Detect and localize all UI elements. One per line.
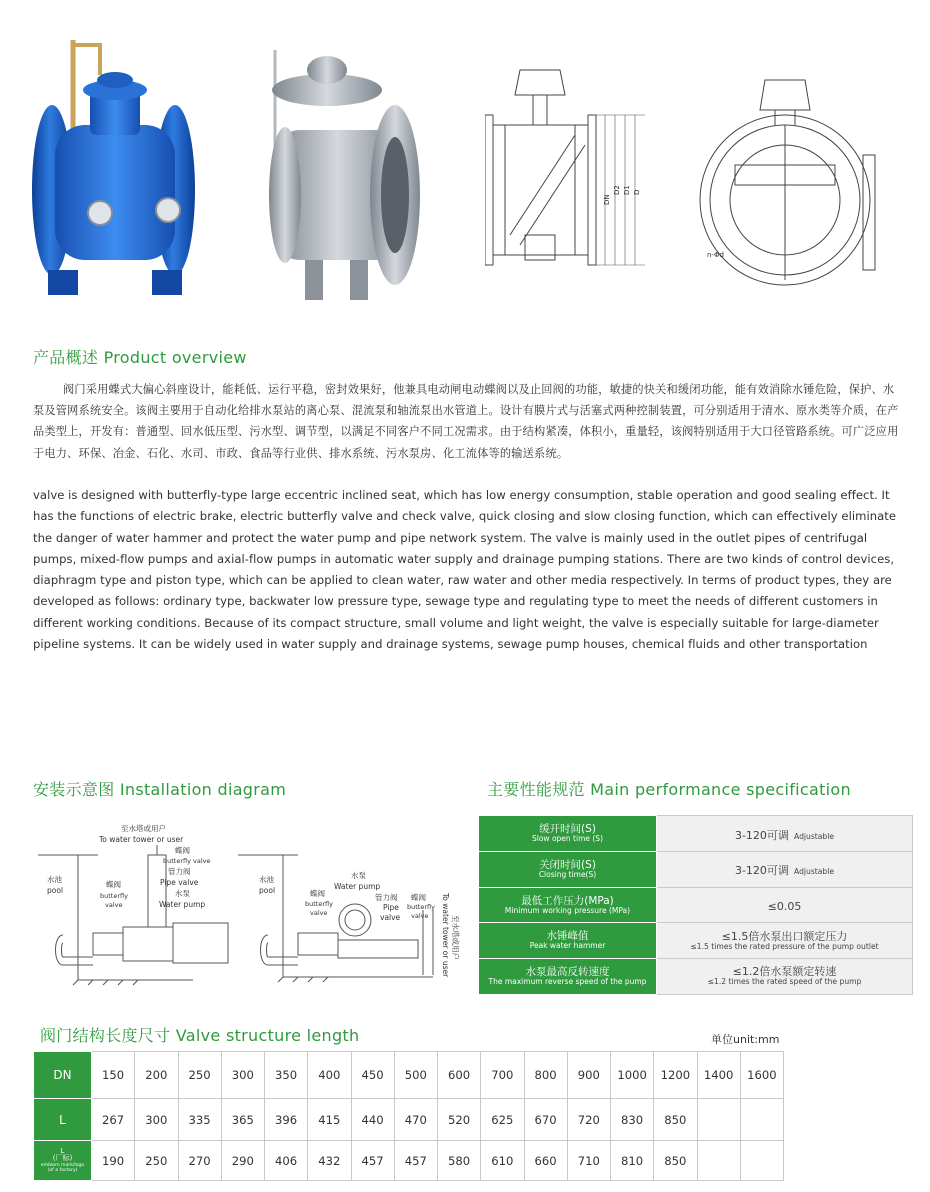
grey-valve-photo bbox=[255, 45, 425, 305]
table-cell-l: 520 bbox=[438, 1099, 481, 1141]
spec-value-en: Adjustable bbox=[794, 831, 835, 841]
spec-value-cn: 3-120可调 bbox=[734, 864, 789, 878]
table-cell-l: 470 bbox=[394, 1099, 437, 1141]
table-cell-l2: 457 bbox=[351, 1141, 394, 1181]
table-cell-l: 850 bbox=[654, 1099, 697, 1141]
table-cell-dn: 200 bbox=[135, 1052, 178, 1099]
overview-text-en: valve is designed with butterfly-type large eccentric inclined seat, which has low energy consumption, stable operation and good sealing effect. It has the functions of electric brake, electric butterfly valve and check valve, quick closing and slow closing function, which can effectively eliminate the danger of water hammer and protect the water pump and pipe network system. The valve is mainly used in the outlet pipes of centrifugal pumps, mixed-flow pumps and axial-flow pumps in automatic water supply and drainage pumping stations. There are two kinds of control devices, diaphragm type and piston type, which can be applied to clean water, raw water and other media respectively. In terms of product types, they are developed as follows: ordinary type, backwater low pressure type, sewage type and regulating type to meet the needs of different customers in different working conditions. Because of its compact structure, small volume and light weight, the valve is especially suitable for large-diameter pipeline systems. It can be widely used in water supply and drainage systems, sewage pump houses, chemical fluids and other transportation bbox=[33, 488, 897, 652]
table-row bbox=[479, 959, 913, 995]
table-cell-l2: 710 bbox=[567, 1141, 610, 1181]
spec-label-cn: 缓开时间(S) bbox=[539, 822, 596, 835]
table-cell-dn: 700 bbox=[481, 1052, 524, 1099]
dn-label: DN bbox=[603, 194, 611, 205]
table-cell-l: 365 bbox=[221, 1099, 264, 1141]
performance-table bbox=[478, 815, 913, 995]
blue-valve-photo bbox=[30, 35, 200, 305]
table-cell-l: 720 bbox=[567, 1099, 610, 1141]
spec-label bbox=[479, 959, 657, 995]
spec-label-en: Minimum working pressure (MPa) bbox=[504, 905, 631, 915]
table-cell-l: 625 bbox=[481, 1099, 524, 1141]
spec-value-en: ≤1.5 times the rated pressure of the pump outlet bbox=[690, 941, 879, 951]
performance-title: 主要性能规范 Main performance specification bbox=[487, 780, 851, 799]
table-cell-l: 415 bbox=[308, 1099, 351, 1141]
front-drawing bbox=[695, 65, 890, 290]
table-cell-l2: 810 bbox=[611, 1141, 654, 1181]
left-pump-cn: 水泵 bbox=[175, 889, 190, 898]
left-bfv-en: butterfly valve bbox=[163, 857, 211, 865]
installation-title: 安装示意图 Installation diagram bbox=[33, 780, 287, 799]
table-cell-dn: 1200 bbox=[654, 1052, 697, 1099]
table-cell-l2: 610 bbox=[481, 1141, 524, 1181]
overview-text-cn: 阀门采用蝶式大偏心斜座设计，能耗低、运行平稳，密封效果好，他兼具电动闸电动蝶阀以及止回阀的功能，敏捷的快关和缓闭功能，能有效消除水锤危险，保护、水泵及管网系统安全。该阀主要用于自动化给排水泵站的离心泵、混流泵和轴流泵出水管道上。设计有膜片式与活塞式两种控制装置，可分别适用于清水、原水类等介质，在产品类型上，开发有：普通型、回水低压型、污水型、调节型，以满足不同客户不同工况需求。由于结构紧凑，体积小，重量轻，该阀特别适用于大口径管路系统。可广泛应用于电力、环保、冶金、石化、水司、市政、食品等行业供、排水系统、污水泵房、化工流体等的输送系统。 bbox=[33, 383, 899, 460]
d-label: D bbox=[633, 189, 641, 195]
table-cell-l2 bbox=[697, 1141, 740, 1181]
spec-value-cn: ≤1.5倍水泵出口额定压力 bbox=[721, 929, 848, 943]
table-cell-l: 440 bbox=[351, 1099, 394, 1141]
table-cell-l: 300 bbox=[135, 1099, 178, 1141]
left-pipe-valve-cn: 管力阀 bbox=[168, 867, 191, 876]
table-row bbox=[34, 1052, 784, 1099]
left-bfv-cn: 蝶阀 bbox=[175, 846, 190, 855]
installation-diagram bbox=[33, 815, 463, 995]
left-pipe-valve-en: Pipe valve bbox=[160, 878, 199, 887]
table-cell-l: 396 bbox=[265, 1099, 308, 1141]
right-pump-cn: 水泵 bbox=[351, 871, 366, 880]
spec-value-cn: ≤0.05 bbox=[767, 900, 802, 914]
spec-label-cn: 水泵最高反转速度 bbox=[525, 966, 610, 979]
left-pump-en: Water pump bbox=[159, 900, 206, 909]
left-side-bfv-cn: 蝶阀 bbox=[106, 880, 121, 889]
table-cell-l bbox=[740, 1099, 783, 1141]
left-side-bfv-en2: valve bbox=[105, 901, 123, 909]
table-cell-dn: 600 bbox=[438, 1052, 481, 1099]
spec-value-en: ≤1.2 times the rated speed of the pump bbox=[707, 977, 862, 987]
table-row bbox=[479, 851, 913, 887]
table-cell-dn: 1600 bbox=[740, 1052, 783, 1099]
right-bfv-en2: valve bbox=[310, 909, 328, 917]
table-row bbox=[479, 887, 913, 923]
table-cell-dn: 800 bbox=[524, 1052, 567, 1099]
right-bfv2-en2: valve bbox=[411, 912, 429, 920]
table-cell-dn: 150 bbox=[92, 1052, 135, 1099]
table-cell-l2: 580 bbox=[438, 1141, 481, 1181]
length-table bbox=[33, 1051, 784, 1181]
right-pool-cn: 水池 bbox=[259, 875, 274, 884]
right-bfv-en1: butterfly bbox=[305, 900, 333, 908]
spec-value-cn: ≤1.2倍水泵额定转速 bbox=[732, 965, 837, 979]
d1-label: D1 bbox=[623, 185, 631, 195]
table-cell-l: 670 bbox=[524, 1099, 567, 1141]
table-cell-dn: 900 bbox=[567, 1052, 610, 1099]
d2-label: D2 bbox=[613, 185, 621, 195]
right-pool-en: pool bbox=[259, 886, 276, 895]
spec-label bbox=[479, 851, 657, 887]
table-cell-dn: 500 bbox=[394, 1052, 437, 1099]
left-side-bfv-en1: butterfly bbox=[100, 892, 128, 900]
unit-label: 单位unit:mm bbox=[711, 1033, 780, 1046]
section-drawing bbox=[485, 55, 645, 290]
left-pool-en: pool bbox=[47, 886, 64, 895]
table-cell-dn: 400 bbox=[308, 1052, 351, 1099]
table-cell-l: 267 bbox=[92, 1099, 135, 1141]
table-cell-dn: 1000 bbox=[611, 1052, 654, 1099]
right-bfv2-cn: 蝶阀 bbox=[411, 893, 426, 902]
table-cell-l2: 660 bbox=[524, 1141, 567, 1181]
left-to-tower-cn: 至水塔或用户 bbox=[121, 824, 166, 833]
table-cell-dn: 250 bbox=[178, 1052, 221, 1099]
l2-header-tiny2: (of a factory) bbox=[47, 1168, 78, 1174]
table-row bbox=[34, 1141, 784, 1181]
table-cell-dn: 1400 bbox=[697, 1052, 740, 1099]
l2-header-sub: (厂标) bbox=[52, 1154, 73, 1163]
spec-value-cn: 3-120可调 bbox=[734, 828, 789, 842]
table-cell-dn: 300 bbox=[221, 1052, 264, 1099]
right-vertical-cn: 至水塔或用户 bbox=[451, 915, 460, 960]
table-cell-l: 335 bbox=[178, 1099, 221, 1141]
spec-label bbox=[479, 887, 657, 923]
right-pump-en: Water pump bbox=[334, 882, 381, 891]
spec-label bbox=[479, 816, 657, 852]
spec-label-cn: 水锤峰值 bbox=[546, 930, 589, 943]
spec-value bbox=[657, 887, 913, 923]
table-cell-dn: 450 bbox=[351, 1052, 394, 1099]
left-pool-cn: 水池 bbox=[47, 875, 62, 884]
spec-label-cn: 关闭时间(S) bbox=[539, 858, 596, 871]
spec-value-en: Adjustable bbox=[794, 867, 835, 877]
product-images bbox=[0, 0, 930, 310]
table-cell-l2: 457 bbox=[394, 1141, 437, 1181]
spec-label-cn: 最低工作压力(MPa) bbox=[521, 894, 614, 907]
table-cell-dn: 350 bbox=[265, 1052, 308, 1099]
right-vertical-en: To water tower or user bbox=[441, 893, 450, 978]
length-title: 阀门结构长度尺寸 Valve structure length bbox=[40, 1026, 360, 1045]
right-bfv-cn: 蝶阀 bbox=[310, 889, 325, 898]
table-row bbox=[479, 816, 913, 852]
table-cell-l2: 432 bbox=[308, 1141, 351, 1181]
spec-value bbox=[657, 923, 913, 959]
table-cell-l2: 190 bbox=[92, 1141, 135, 1181]
l2-header-main: L bbox=[60, 1146, 65, 1155]
holes-label: n-Φd bbox=[707, 251, 724, 259]
l-header: L bbox=[34, 1099, 92, 1141]
table-cell-l2: 270 bbox=[178, 1141, 221, 1181]
spec-label-en: Peak water hammer bbox=[529, 941, 606, 951]
table-cell-l2: 406 bbox=[265, 1141, 308, 1181]
table-cell-l2 bbox=[740, 1141, 783, 1181]
spec-label-en: Slow open time (S) bbox=[532, 833, 603, 843]
table-cell-l2: 850 bbox=[654, 1141, 697, 1181]
table-cell-l: 830 bbox=[611, 1099, 654, 1141]
l2-header bbox=[34, 1141, 92, 1181]
spec-value bbox=[657, 959, 913, 995]
spec-value bbox=[657, 816, 913, 852]
table-cell-l bbox=[697, 1099, 740, 1141]
right-pipe-valve-en1: Pipe bbox=[383, 903, 399, 912]
overview-title: 产品概述 Product overview bbox=[33, 348, 247, 367]
right-bfv2-en1: butterfly bbox=[407, 903, 435, 911]
spec-value bbox=[657, 851, 913, 887]
dn-header: DN bbox=[34, 1052, 92, 1099]
right-pipe-valve-en2: valve bbox=[380, 913, 401, 922]
spec-label-en: Closing time(S) bbox=[538, 869, 597, 879]
table-cell-l2: 250 bbox=[135, 1141, 178, 1181]
l2-header-tiny1: emblem mark/logo bbox=[40, 1163, 85, 1169]
table-row bbox=[479, 923, 913, 959]
table-row bbox=[34, 1099, 784, 1141]
spec-label bbox=[479, 923, 657, 959]
spec-label-en: The maximum reverse speed of the pump bbox=[488, 977, 647, 987]
left-to-tower-en: To water tower or user bbox=[99, 835, 184, 844]
table-cell-l2: 290 bbox=[221, 1141, 264, 1181]
right-pipe-valve-cn: 管力阀 bbox=[375, 893, 398, 902]
